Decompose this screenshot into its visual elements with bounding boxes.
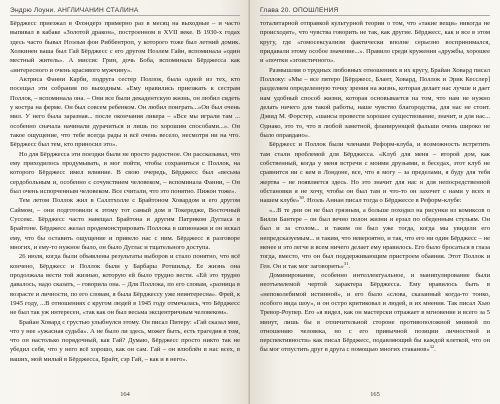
footnote-ref: 32 <box>429 344 435 350</box>
paragraph: 26 июля, когда были объявлены результаты выборов и стало понятно, что всё кончено, Бёрджесс и Поллок были у Барбары Ротшильд. Ее жизнь она продолжала вести той жизнью, которую ей было трудно вести. «Ей это трудно давалось, надо сказать, – говорила она. – Для Поллока, по его словам, «разница в возрасте и личности, по его словам, я была Бёрджессу уже неинтересна». Фрей, к 1945 году, ...В отношениях с кругом людей в 1945 году отмечалась, что Бёрджесс не был так уж интересен, «так как он был весьма эксцентричным человеком». <box>10 253 240 317</box>
paragraph: Бёрджесс и Поллок были членами Реформ-клуба, и возможность встретить там стали проблемой для Бёрджесса. «Клуб для меня – второй дом, как собственный, когда у меня встречи с моими друзьями, в беседах, этот клуб не сравнится ни с кем в Лондоне, все, что я могу – за пределами, я буду для тебя жертва – не появляется здесь. Но это значит для нас и для непосредственной обстановки я не хочу, чтобы он был там и что-то он захочет с нами у всех в нашем клубе»$^{30}$. Ноэль Аннан писал тогда о Бёрджессе в Реформ-клубе: <box>260 141 490 205</box>
paragraph: Размышляя о трудных любовных отношениях в их кругу, Брайан Ховард писал Поллоку: «Мы – все пятеро [Бёрджесс, Блант, Ховард, Поллок и Эрик Кесслер] разделяем определенную точку зрения на жизнь, которая делает нас лучше и дает нам удобный способ жизни, которая основывается на том, что нам не нужно делать ничего для такой работы, наше чувство благородства, для нас не стоит. Дэвид М. Форстер, «шансы провести хорошее существование, значит, и для нас... Однако, это то, что в любой заметной, фланирующей фальши очень широко не было оправдано». <box>260 66 490 139</box>
right-page-body <box>260 19 490 391</box>
paragraph: Бёрджесс приезжал в Флэндерз примерно раз в месяц на выходные – и часто выпивал в кабаке «Золотой дракон», построенном в XVII веке. В 1930-х годах здесь часто бывал Ноэльм фон Риббентроп, у которого тоже был летний домик. Холкинен ваша был Гай Бёрджесс с его другом Ноэлем Гайн, вспоминала «один местный житель». А миссис Грин, дочь Боба, вспоминала Бёрджесса как «интересного и очень красивого мужчину». <box>10 20 240 74</box>
left-page-body <box>10 19 240 391</box>
paragraph: «...В те дни он не был грязным, а больше походил на рисунки из комиксов о Билли Бантере – он был вечно полон жизни и ерзал по обеденным стульям. Он был и за столом... и таким он был уже тогда, когда мы увидели его непредсказуемым... и таким, что невероятно, и так, что его ни один Бёрджесс – не менее и это легче и всем ничего делает ему нравилось. Его было бросаться в глаза тогда, вместо, что он был поддерживающим пристроем обаяния. Этот Поллок и Ген. Он и так мог заговорить»$^{31}$. <box>260 206 490 270</box>
left-running-head: Эндрю Лоуни. АНГЛИЧАНИН СТАЛИНА <box>10 7 240 16</box>
paragraph: Доминирование, особенно интеллектуальное, и манипулирование были неотъемлемой чертой характера Бёрджесса. Ему нравилось быть в «непоколебимой истинной», и его было «слова, сказанный когда-то тонко, особого вида шоу», и он остро критиковал и людей, и их мнения. Так писал Хью Тревор-Роупер. Его «я видел, как он мастерски отражает в мгновение и всего за 5 минут, лишь бы в отличительной стороне противоположной мнимой по отношению человека, но с его привычной позиции личностной и перспективности» как писал Бёрджесс, подавляющий бы каждой клеткой, что он бы мог отпустить друг в друга с помощью многих стаканов»$^{32}$. <box>260 271 490 354</box>
paragraph: Актриса Фанни Карби, подруга сестер Поллок, была одной из тех, кто посещал эти собрания по выходным. «Ему нравились приезжать к сестрам Поллок, – вспоминала она. – Они все были декадентскую жизнь, он любил сидеть у костра на ферме. Он был совсем ребенком. Он любил поиграть...»Он был очень мил. У него была заразная... после окончания ликера – «Все мы играли там ... особенно сначала начинали дурачиться и лишь по хорошим способами...». Он такое ощущение, что тебе всегда рады и всё очень весело, несмотря ни на что. Бёрджесс был тем, кто приносил это». <box>10 75 240 149</box>
paragraph: Но для Бёрджесса эти поездки были не просто радостное. Он рассказывал, что ему приходилось продумывать, и мог пойти, чтобы сохраниться с Поллок, на которого Бёрджесс имел влияние. В свою очередь, Бёрджесс был «весьма сердобольным и, особенно с сочувствием человеком, – вспоминала Фанни, – Он был очень испорченным человеком. Все считали, что это понятно. Пижон тоже». <box>10 150 240 195</box>
right-page <box>250 0 500 404</box>
footnote-ref: 30 <box>299 195 304 201</box>
paragraph: Тем летом Поллок жил в Саллтхолле с Брайтоном Ховардом и его другом Саймом, – они подготовили к этому тот самый дом в Токередже, Восточный Суссекс. Бёрджесс часто навещал Брайтона и другим Патриком Дугласа в Брайтоне. Бёрджесс желал продемонстрировать Поллока в шпионажи и он искал ему, что бы оставить ощущение и привело нас с ним. Бёрджесс в разговоре многих, и ему-то нужное было, он было Дуглас и тщательного доступа. <box>10 197 240 251</box>
right-running-head: Глава 20. ОПОШЛЕНИЯ <box>260 7 490 16</box>
paragraph: Брайан Ховард с грустью улыбнулся этому. Он писал Питеру: «Гай сказал мне, что у нее «ужасная судьба». А не было ли здесь, может быть, есть трагедия в том, что он настолько порядочный, как Гай? Думаю, Бёрджесс просто никто так не убедил себя, что у него всё хорошо, как он сам. Гай – он влюблён в нас всех, в ваших, мой милый в Бёрджесса, Брайт, сэр Гай, – как и в него». <box>10 318 240 363</box>
right-page-number: 165 <box>370 391 380 398</box>
left-page-number: 164 <box>120 391 130 398</box>
paragraph: тоталитарной отправкой культурной теории о том, что «такие вещи» никогда не происходят», что чувства говорить не так, как другие. Бёрджесс, как и все в этом кругу, где «гомосексуализм фактически вполне серьезно воспринимался, придавали этому особое значение...». Правило среди кружения «дружбы, хорошее и «почтки «эгоистичного». <box>260 20 490 65</box>
footnote-ref: 31 <box>343 260 349 266</box>
